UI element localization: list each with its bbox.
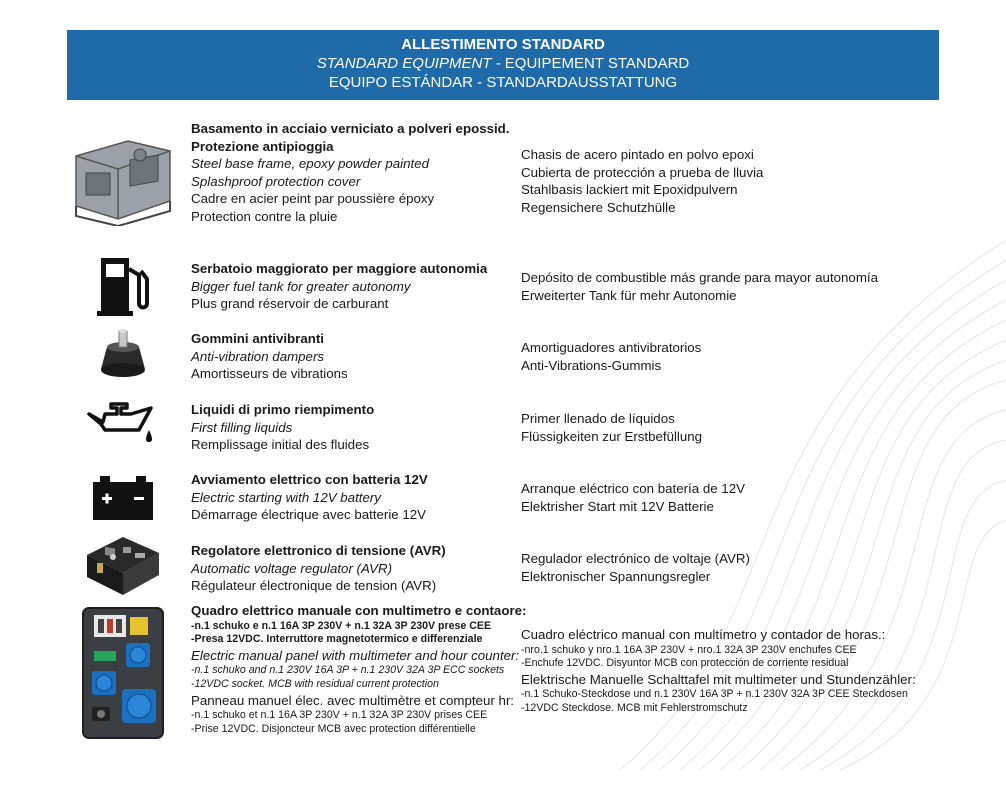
item-frame-en-line1: Steel base frame, epoxy powder painted: [191, 156, 430, 172]
item-liquids-text: [191, 401, 521, 454]
item-frame-en-line2: Splashproof protection cover: [191, 173, 361, 189]
item-panel-it-sub2: -Presa 12VDC. Interruttore magnetotermico e differenziale: [191, 633, 483, 646]
item-avr-text: [191, 542, 521, 595]
item-dampers-it: Gommini antivibranti: [191, 331, 324, 346]
item-panel-de-sub2: -12VDC Steckdose. MCB mit Fehlerstromschutz: [521, 701, 748, 714]
item-frame-text: [191, 120, 521, 226]
item-avr-en: Automatic voltage regulator (AVR): [191, 560, 393, 576]
item-frame-es-de: [521, 146, 951, 216]
item-dampers-text: [191, 330, 521, 383]
item-liquids-es: Primer llenado de líquidos: [521, 411, 675, 426]
item-dampers-en: Anti-vibration dampers: [191, 348, 325, 364]
item-frame-fr-line1: Cadre en acier peint par poussière époxy: [191, 191, 435, 207]
generator-frame-icon: [68, 128, 178, 228]
header-title-it: ALLESTIMENTO STANDARD: [401, 36, 605, 53]
item-dampers-es: Amortiguadores antivibratorios: [521, 340, 702, 355]
item-battery-text: [191, 471, 521, 524]
header-title-en-fr: [67, 55, 939, 72]
item-panel-en-sub1: -n.1 schuko and n.1 230V 16A 3P + n.1 230V 32A 3P ECC sockets: [191, 664, 505, 677]
item-frame-de-line1: Stahlbasis lackiert mit Epoxidpulvern: [521, 182, 738, 198]
item-dampers-fr: Amortisseurs de vibrations: [191, 366, 348, 382]
item-dampers-de: Anti-Vibrations-Gummis: [521, 357, 662, 373]
item-panel-it-title: Quadro elettrico manuale con multimetro e contaore:: [191, 603, 527, 618]
oil-can-icon: [68, 400, 178, 450]
item-fuel-es-de: [521, 269, 951, 304]
item-avr-fr: Régulateur électronique de tension (AVR): [191, 578, 437, 594]
item-panel-en-title: Electric manual panel with multimeter and hour counter:: [191, 647, 520, 663]
item-frame-es-line1: Chasis de acero pintado en polvo epoxi: [521, 147, 754, 162]
item-battery-es-de: [521, 480, 951, 515]
item-dampers-es-de: [521, 339, 951, 374]
item-panel-es-title: Cuadro eléctrico manual con multímetro y contador de horas.:: [521, 627, 886, 642]
item-panel-es-sub2: -Enchufe 12VDC. Disyuntor MCB con protección de corriente residual: [521, 657, 849, 670]
battery-icon: [68, 470, 178, 525]
header-title-fr: EQUIPEMENT STANDARD: [500, 55, 690, 72]
item-frame-it-line1: Basamento in acciaio verniciato a polveri epossid.: [191, 121, 510, 136]
item-panel-fr-sub2: -Prise 12VDC. Disjoncteur MCB avec protection différentielle: [191, 722, 476, 735]
avr-board-icon: [68, 532, 178, 598]
item-panel-es-de: [521, 626, 961, 716]
item-fuel-en: Bigger fuel tank for greater autonomy: [191, 278, 411, 294]
section-header: [67, 30, 939, 100]
item-frame-de-line2: Regensichere Schutzhülle: [521, 199, 676, 215]
fuel-pump-icon: [68, 255, 178, 317]
item-frame-it-line2: Protezione antipioggia: [191, 138, 334, 154]
item-liquids-en: First filling liquids: [191, 419, 293, 435]
item-fuel-de: Erweiterter Tank für mehr Autonomie: [521, 287, 737, 303]
item-panel-fr-title: Panneau manuel élec. avec multimètre et compteur hr:: [191, 692, 514, 708]
item-battery-it: Avviamento elettrico con batteria 12V: [191, 472, 428, 487]
item-liquids-it: Liquidi di primo riempimento: [191, 402, 375, 417]
item-panel-en-sub2: -12VDC socket. MCB with residual current protection: [191, 677, 439, 690]
item-avr-it: Regolatore elettronico di tensione (AVR): [191, 543, 446, 558]
item-panel-de-title: Elektrische Manuelle Schalttafel mit multimeter und Stundenzähler:: [521, 671, 916, 687]
item-panel-fr-sub1: -n.1 schuko et n.1 16A 3P 230V + n.1 32A 3P 230V prises CEE: [191, 709, 488, 722]
item-fuel-text: [191, 260, 521, 313]
item-avr-de: Elektronischer Spannungsregler: [521, 568, 711, 584]
item-frame-es-line2: Cubierta de protección a prueba de lluvia: [521, 164, 764, 180]
item-battery-fr: Démarrage électrique avec batterie 12V: [191, 507, 427, 523]
item-battery-de: Elektrisher Start mit 12V Batterie: [521, 498, 714, 514]
anti-vibration-damper-icon: [68, 325, 178, 383]
item-fuel-fr: Plus grand réservoir de carburant: [191, 296, 389, 312]
item-liquids-fr: Remplissage initial des fluides: [191, 437, 370, 453]
item-fuel-es: Depósito de combustible más grande para mayor autonomía: [521, 270, 878, 285]
item-liquids-es-de: [521, 410, 951, 445]
item-avr-es: Regulador electrónico de voltaje (AVR): [521, 551, 750, 566]
header-title-es-de: EQUIPO ESTÁNDAR - STANDARDAUSSTATTUNG: [328, 74, 678, 91]
item-panel-de-sub1: -n.1 Schuko-Steckdose und n.1 230V 16A 3P + n.1 230V 32A 3P CEE Steckdosen: [521, 688, 908, 701]
control-panel-icon: [68, 606, 178, 740]
item-panel-es-sub1: -nro.1 schuko y nro.1 16A 3P 230V + nro.1 32A 3P 230V enchufes CEE: [521, 643, 857, 656]
item-frame-fr-line2: Protection contre la pluie: [191, 208, 338, 224]
item-panel-it-sub1: -n.1 schuko e n.1 16A 3P 230V + n.1 32A 3P 230V prese CEE: [191, 619, 492, 632]
header-title-en: STANDARD EQUIPMENT -: [316, 55, 501, 72]
item-liquids-de: Flüssigkeiten zur Erstbefüllung: [521, 428, 703, 444]
item-avr-es-de: [521, 550, 951, 585]
item-fuel-it: Serbatoio maggiorato per maggiore autonomia: [191, 261, 488, 276]
item-panel-text: [191, 602, 531, 736]
item-battery-en: Electric starting with 12V battery: [191, 489, 381, 505]
item-battery-es: Arranque eléctrico con batería de 12V: [521, 481, 745, 496]
